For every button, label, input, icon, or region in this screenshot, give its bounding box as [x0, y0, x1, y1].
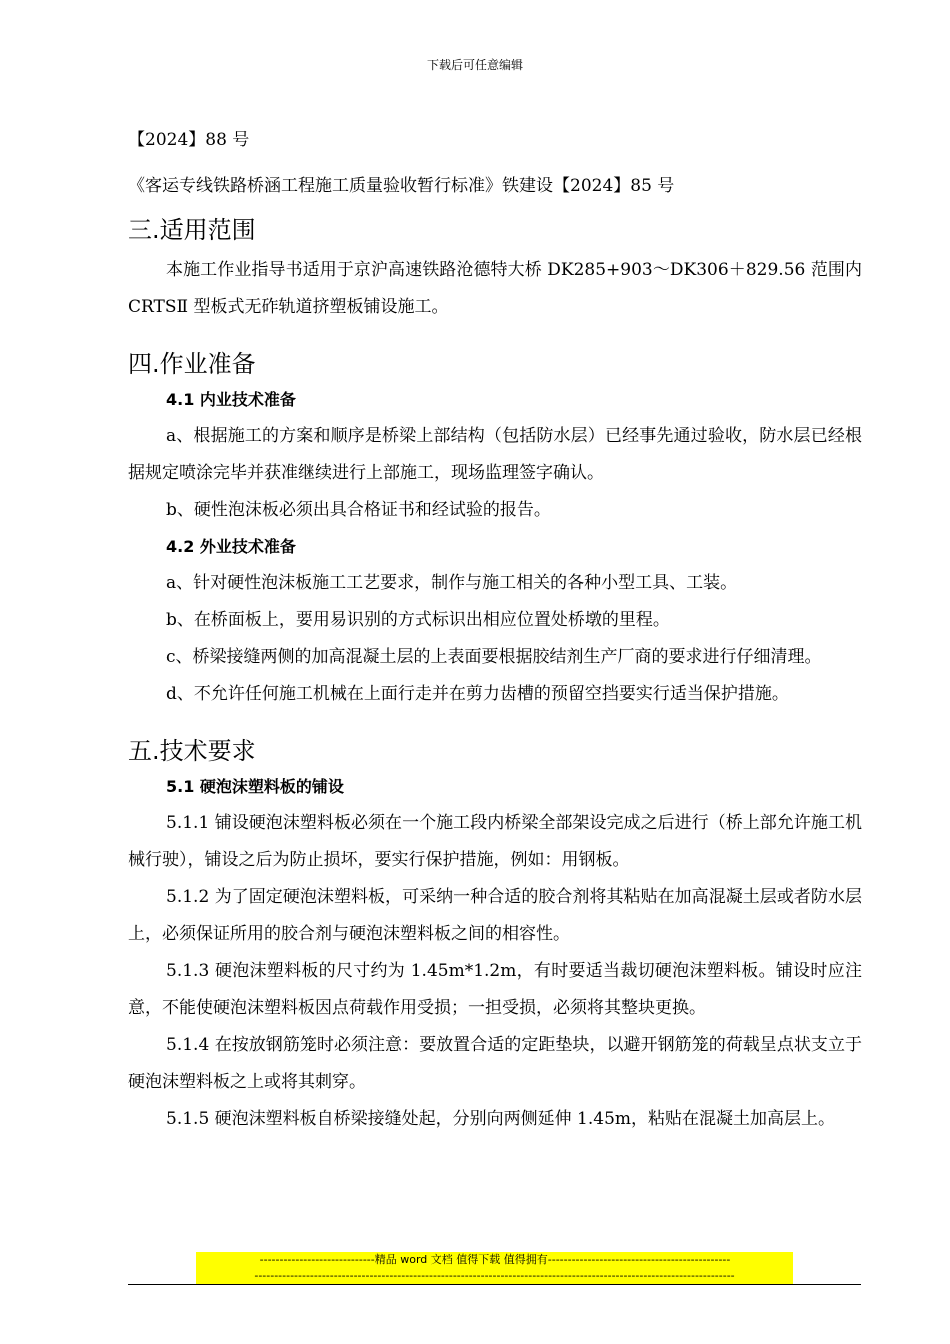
subsection-4-2-item-d: d、不允许任何施工机械在上面行走并在剪力齿槽的预留空挡要实行适当保护措施。	[166, 684, 789, 704]
subsection-4-1-title: 4.1 内业技术准备	[166, 390, 296, 409]
subsection-5-1-title: 5.1 硬泡沫塑料板的铺设	[166, 777, 344, 796]
subsection-4-2-item-b: b、在桥面板上，要用易识别的方式标识出相应位置处桥墩的里程。	[166, 610, 670, 630]
header-note: 下载后可任意编辑	[426, 58, 523, 72]
section-3-paragraph: 本施工作业指导书适用于京沪高速铁路沧德特大桥 DK285+903～DK306＋829.56 范围内 CRTSⅡ 型板式无砟轨道挤塑板铺设施工。	[128, 260, 862, 317]
clause-5-1-5: 5.1.5 硬泡沫塑料板自桥梁接缝处起，分别向两侧延伸 1.45m，粘贴在混凝土加高层上。	[166, 1109, 836, 1129]
section-4-title: 四.作业准备	[128, 350, 256, 378]
section-5-title: 五.技术要求	[128, 737, 256, 765]
footer-banner-line-2: -------------------------------------------------------------------------------------------------------------------------	[254, 1269, 735, 1282]
document-body	[128, 122, 862, 1138]
footer-divider	[128, 1284, 861, 1285]
clause-5-1-1: 5.1.1 铺设硬泡沫塑料板必须在一个施工段内桥梁全部架设完成之后进行（桥上部允许施工机械行驶），铺设之后为防止损坏，要实行保护措施，例如：用钢板。	[128, 813, 862, 870]
clause-5-1-4: 5.1.4 在按放钢筋笼时必须注意：要放置合适的定距垫块，以避开钢筋笼的荷载呈点状支立于硬泡沫塑料板之上或将其刺穿。	[128, 1035, 862, 1092]
clause-5-1-2: 5.1.2 为了固定硬泡沫塑料板，可采纳一种合适的胶合剂将其粘贴在加高混凝土层或者防水层上，必须保证所用的胶合剂与硬泡沫塑料板之间的相容性。	[128, 887, 862, 944]
clause-5-1-3: 5.1.3 硬泡沫塑料板的尺寸约为 1.45m*1.2m，有时要适当裁切硬泡沫塑料板。铺设时应注意，不能使硬泡沫塑料板因点荷载作用受损；一担受损，必须将其整块更换。	[128, 961, 862, 1018]
subsection-4-2-title: 4.2 外业技术准备	[166, 537, 296, 556]
spacer	[128, 326, 862, 348]
spacer	[128, 713, 862, 735]
subsection-4-2-item-a: a、针对硬性泡沫板施工工艺要求，制作与施工相关的各种小型工具、工装。	[166, 573, 738, 593]
section-3-title: 三.适用范围	[128, 216, 256, 244]
subsection-4-1-item-b: b、硬性泡沫板必须出具合格证书和经试验的报告。	[166, 500, 551, 520]
subsection-4-2-item-c: c、桥梁接缝两侧的加高混凝土层的上表面要根据胶结剂生产厂商的要求进行仔细清理。	[166, 647, 822, 667]
footer-banner-line-1: -----------------------------精品 word 文档 值得下载 值得拥有----------------------------------------------	[259, 1253, 731, 1266]
reference-line-1: 【2024】88 号	[128, 130, 250, 150]
reference-line-2: 《客运专线铁路桥涵工程施工质量验收暂行标准》铁建设【2024】85 号	[128, 176, 675, 196]
spacer	[128, 204, 862, 214]
footer-banner	[196, 1252, 793, 1284]
subsection-4-1-item-a: a、根据施工的方案和顺序是桥梁上部结构（包括防水层）已经事先通过验收，防水层已经根据规定喷涂完毕并获准继续进行上部施工，现场监理签字确认。	[128, 426, 862, 483]
